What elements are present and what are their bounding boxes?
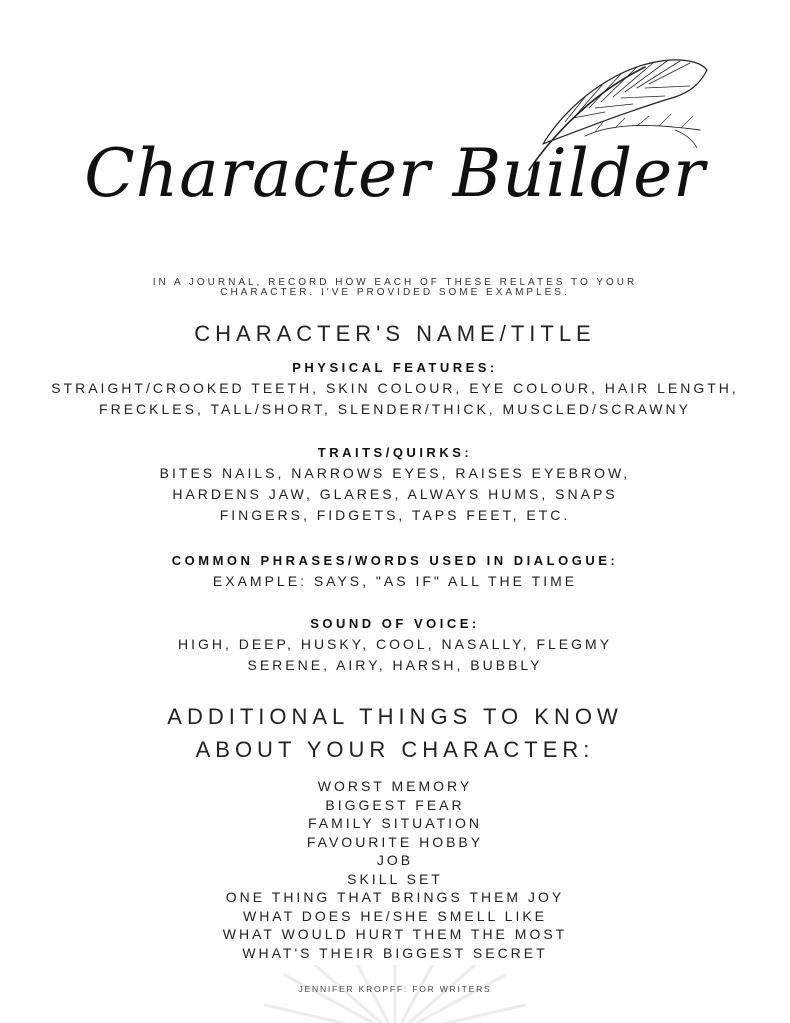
intro-line-1: IN A JOURNAL, RECORD HOW EACH OF THESE RELATES TO YOUR bbox=[152, 277, 638, 288]
additional-list-item: FAVOURITE HOBBY bbox=[306, 833, 484, 850]
sound-of-voice-line: HIGH, DEEP, HUSKY, COOL, NASALLY, FLEGMY bbox=[177, 636, 613, 652]
additional-list-item: WHAT WOULD HURT THEM THE MOST bbox=[222, 926, 568, 942]
footer-credit: JENNIFER KROPFF: FOR WRITERS bbox=[298, 984, 492, 994]
additional-list-item: WHAT DOES HE/SHE SMELL LIKE bbox=[242, 907, 548, 924]
additional-heading-line-2: ABOUT YOUR CHARACTER: bbox=[195, 737, 595, 762]
intro-line-2: CHARACTER. I'VE PROVIDED SOME EXAMPLES. bbox=[220, 287, 570, 298]
traits-quirks-line: HARDENS JAW, GLARES, ALWAYS HUMS, SNAPS bbox=[172, 486, 618, 502]
additional-list-item: WHAT'S THEIR BIGGEST SECRET bbox=[242, 944, 548, 961]
traits-quirks-heading: TRAITS/QUIRKS: bbox=[317, 445, 473, 460]
background-burst-watermark bbox=[245, 965, 545, 1023]
physical-features-line: FRECKLES, TALL/SHORT, SLENDER/THICK, MUSCLED/SCRAWNY bbox=[99, 401, 691, 417]
common-phrases-line: EXAMPLE: SAYS, "AS IF" ALL THE TIME bbox=[212, 573, 578, 589]
character-name-heading: CHARACTER'S NAME/TITLE bbox=[194, 321, 596, 346]
additional-list-item: ONE THING THAT BRINGS THEM JOY bbox=[225, 889, 565, 905]
additional-heading-line-1: ADDITIONAL THINGS TO KNOW bbox=[167, 704, 623, 729]
physical-features-heading: PHYSICAL FEATURES: bbox=[292, 360, 498, 375]
page-title: Character Builder bbox=[84, 135, 706, 212]
physical-features-line: STRAIGHT/CROOKED TEETH, SKIN COLOUR, EYE COLOUR, HAIR LENGTH, bbox=[51, 380, 739, 396]
common-phrases-heading: COMMON PHRASES/WORDS USED IN DIALOGUE: bbox=[171, 553, 619, 568]
additional-list-item: FAMILY SITUATION bbox=[307, 815, 483, 831]
traits-quirks-line: BITES NAILS, NARROWS EYES, RAISES EYEBROW, bbox=[159, 465, 631, 481]
additional-list-item: BIGGEST FEAR bbox=[325, 796, 465, 813]
additional-list-item: JOB bbox=[376, 852, 414, 868]
traits-quirks-line: FINGERS, FIDGETS, TAPS FEET, ETC. bbox=[219, 507, 571, 523]
sound-of-voice-line: SERENE, AIRY, HARSH, BUBBLY bbox=[247, 657, 543, 673]
sound-of-voice-heading: SOUND OF VOICE: bbox=[310, 616, 480, 631]
additional-list-item: WORST MEMORY bbox=[317, 778, 473, 794]
additional-list-item: SKILL SET bbox=[347, 870, 443, 887]
